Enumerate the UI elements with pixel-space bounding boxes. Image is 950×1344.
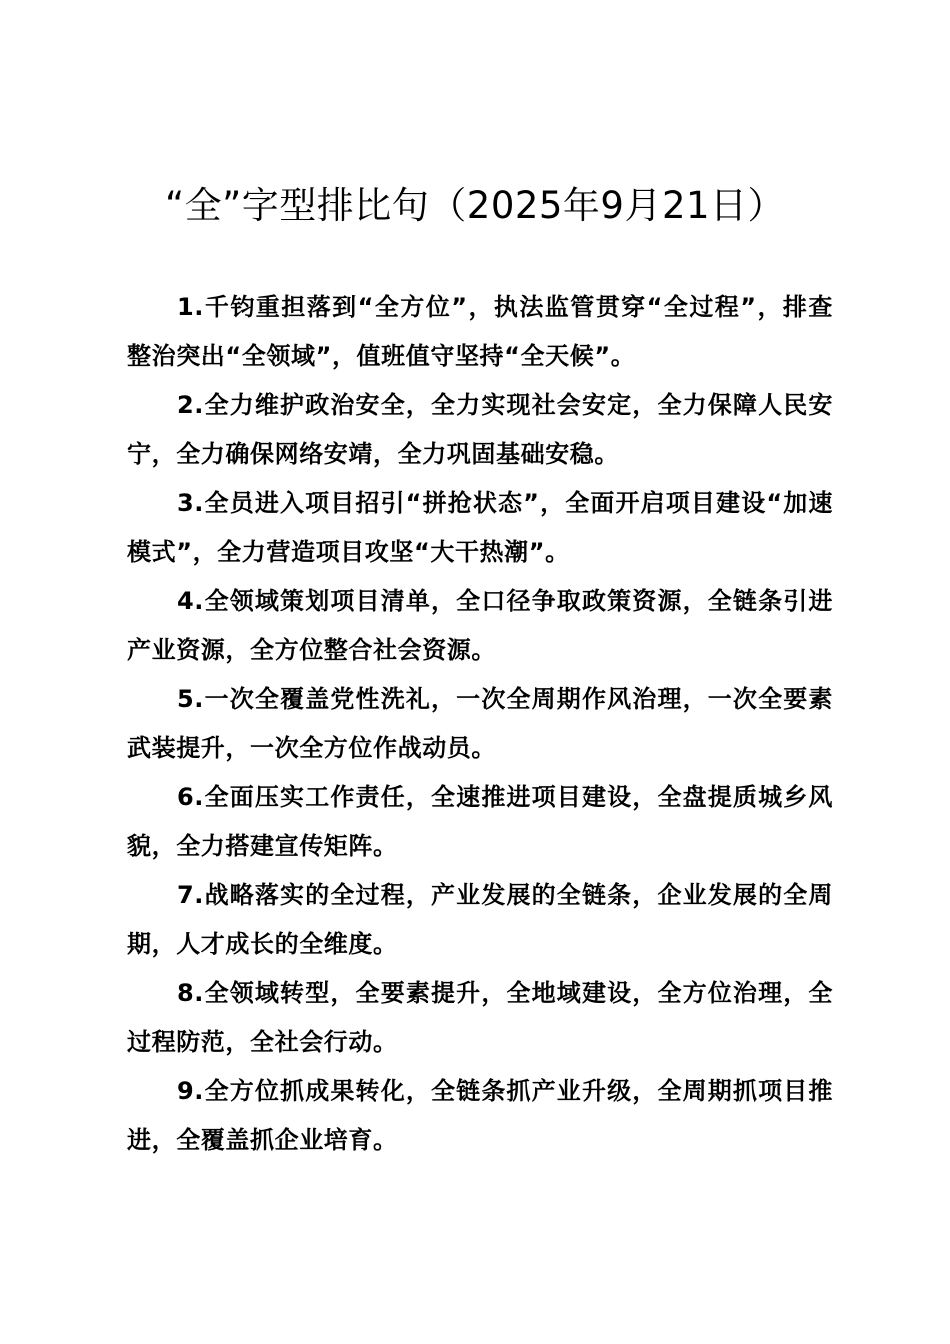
paragraph-9: 9.全方位抓成果转化，全链条抓产业升级，全周期抓项目推进，全覆盖抓企业培育。 <box>127 1077 833 1154</box>
paragraph-7: 7.战略落实的全过程，产业发展的全链条，企业发展的全周期，人才成长的全维度。 <box>127 881 833 958</box>
paragraph-6: 6.全面压实工作责任，全速推进项目建设，全盘提质城乡风貌，全力搭建宣传矩阵。 <box>127 783 833 860</box>
paragraph-8: 8.全领域转型，全要素提升，全地域建设，全方位治理，全过程防范，全社会行动。 <box>127 979 833 1056</box>
paragraph-4: 4.全领域策划项目清单，全口径争取政策资源，全链条引进产业资源，全方位整合社会资源。 <box>127 587 833 664</box>
document-title: “全”字型排比句（2025年9月21日） <box>164 184 786 227</box>
paragraph-5: 5.一次全覆盖党性洗礼，一次全周期作风治理，一次全要素武装提升，一次全方位作战动员。 <box>127 685 833 762</box>
paragraph-2: 2.全力维护政治安全，全力实现社会安定，全力保障人民安宁，全力确保网络安靖，全力巩固基础安稳。 <box>127 391 833 468</box>
paragraph-3: 3.全员进入项目招引“拼抢状态”，全面开启项目建设“加速模式”，全力营造项目攻坚“大干热潮”。 <box>127 489 833 566</box>
document-body <box>127 283 833 1165</box>
paragraph-1: 1.千钧重担落到“全方位”，执法监管贯穿“全过程”，排查整治突出“全领域”，值班值守坚持“全天候”。 <box>127 293 833 370</box>
